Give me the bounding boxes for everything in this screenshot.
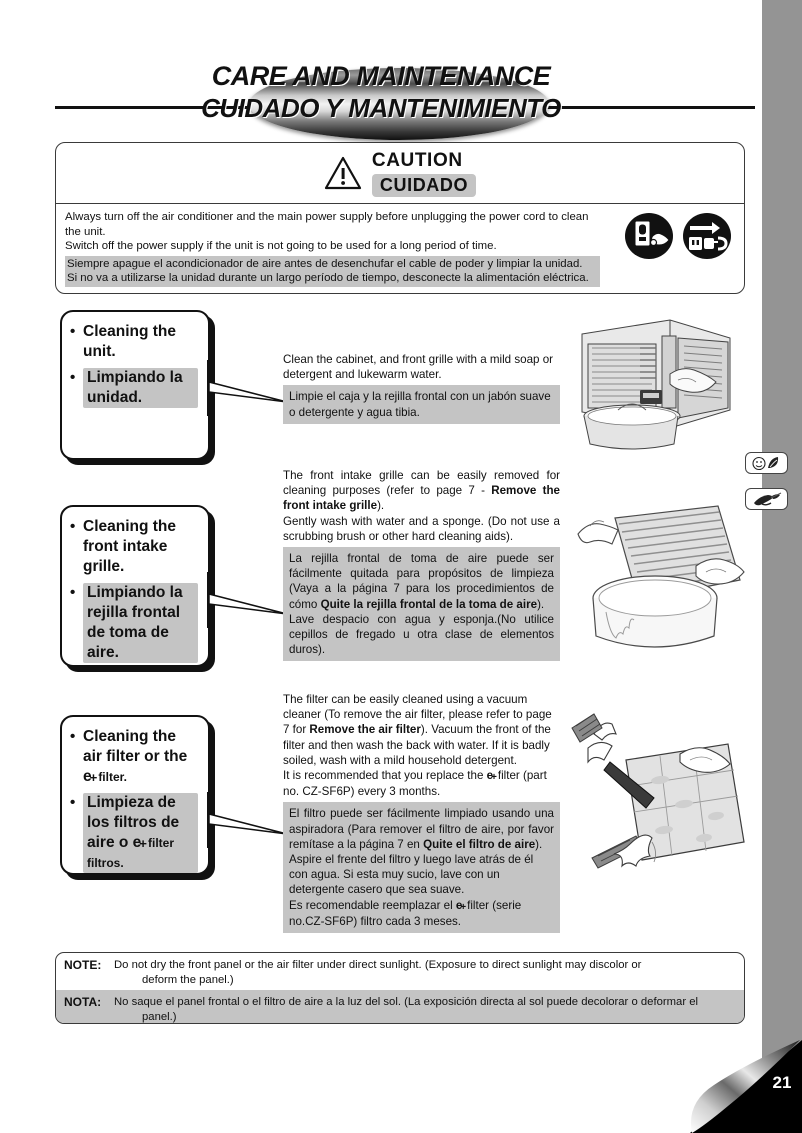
bullet-dot: • <box>70 518 76 535</box>
section-heading-es: Limpieza de los filtros de aire o e+filter filtros. <box>83 793 198 873</box>
caution-body <box>56 204 744 292</box>
section-heading-en: Cleaning the front intake grille. <box>83 518 177 575</box>
page-title-en: CARE AND MAINTENANCE <box>211 61 551 91</box>
section-body-es-1: El filtro puede ser fácilmente limpiado usando una aspiradora (Para remover el filtro de aire, por favor remítase a la página 7 en Quite el filtro de aire). <box>289 807 554 851</box>
face-leaf-icon <box>750 456 784 471</box>
eion-filter-logo: e+ <box>132 834 147 851</box>
page-title <box>0 60 762 124</box>
callout-pointer-3 <box>205 790 290 852</box>
bullet-dot: • <box>70 794 76 811</box>
bullet-dot: • <box>70 369 76 386</box>
eion-filter-logo: e+ <box>486 769 497 784</box>
air-conditioner-wipe-illustration <box>570 312 740 456</box>
grille-washing-basin-illustration <box>570 500 750 670</box>
caution-icon-group <box>624 212 732 260</box>
caution-box <box>55 142 745 294</box>
section-body-air-filter <box>283 692 560 933</box>
section-body-es <box>283 802 560 933</box>
section-body-en-2: It is recommended that you replace the e+filter (part no. CZ-SF6P) every 3 months. <box>283 769 547 799</box>
heading-en-row <box>70 727 198 787</box>
section-body-es-2: Aspire el frente del filtro y luego lave atrás de él con agua. Si esta muy sucio, lave con un detergente casero que sea suave. <box>289 853 534 897</box>
heading-en-row <box>70 322 198 362</box>
note-box <box>55 952 745 1024</box>
caution-text-es-1: Siempre apague el acondicionador de aire antes de desenchufar el cable de poder y limpiar la unidad. <box>67 257 583 270</box>
vacuum-filter-illustration <box>568 692 754 878</box>
page-header <box>0 30 762 123</box>
note-label-en: NOTE: <box>64 958 102 972</box>
warning-triangle-icon <box>324 156 362 190</box>
section-body-en: Clean the cabinet, and front grille with a mild soap or detergent and lukewarm water. <box>283 353 554 382</box>
note-row-es <box>56 990 744 1024</box>
note-text-en: Do not dry the front panel or the air filter under direct sunlight. (Exposure to direct sunlight may discolor or deform the panel.) <box>114 959 642 986</box>
bullet-dot: • <box>70 584 76 601</box>
eion-filter-logo: e+ <box>83 768 98 785</box>
section-body-front-grille <box>283 468 560 661</box>
power-switch-off-icon <box>624 212 674 260</box>
section-heading-es: Limpiando la unidad. <box>83 368 198 408</box>
heading-es-row <box>70 793 198 873</box>
callout-bubble-front-grille <box>60 505 210 667</box>
section-body-en-2: Gently wash with water and a sponge. (Do not use a scrubbing brush or other hard cleaning aids). <box>283 514 560 543</box>
brush-tool-icon <box>750 492 784 507</box>
note-row-en <box>56 953 744 990</box>
caution-text-es <box>65 256 600 287</box>
caution-header <box>56 143 744 204</box>
section-body-es <box>283 547 560 661</box>
caution-text-es-2: Si no va a utilizarse la unidad durante un largo período de tiempo, desconecte la alimentación eléctrica. <box>67 272 589 284</box>
section-body-es-1: La rejilla frontal de toma de aire puede ser fácilmente quitada para propósitos de limpieza (Vaya a la página 7 para los procedimientos de cómo Quite la rejilla frontal de la toma de aire). <box>289 552 554 611</box>
unplug-cord-icon <box>682 212 732 260</box>
callout-bubble-air-filter <box>60 715 210 875</box>
bullet-dot: • <box>70 728 76 745</box>
section-body-en-1: The filter can be easily cleaned using a vacuum cleaner (To remove the air filter, please refer to page 7 for Remove the air filter). Vacuum the front of the filter and then wash the back with water. If it is badly soiled, wash with a mild household detergent. <box>283 693 552 767</box>
callout-pointer-2 <box>205 570 290 632</box>
caution-text-en-2: Switch off the power supply if the unit is not going to be used for a long period of time. <box>65 240 497 252</box>
heading-es-row <box>70 368 198 408</box>
section-heading-es: Limpiando la rejilla frontal de toma de aire. <box>83 583 198 663</box>
section-body-es-2: Lave despacio con agua y esponja.(No utilice cepillos de fregado u otra clase de elementos duros). <box>289 612 554 657</box>
heading-es-row <box>70 583 198 663</box>
page-title-es: CUIDADO Y MANTENIMIENTO <box>201 93 561 123</box>
caution-label-es: CUIDADO <box>372 174 476 197</box>
section-body-es-3: Es recomendable reemplazar el e+filter (serie no.CZ-SF6P) filtro cada 3 meses. <box>289 898 522 928</box>
section-body-cleaning-unit <box>283 352 560 424</box>
side-tab-comfort[interactable] <box>745 452 788 474</box>
caution-text-en-1: Always turn off the air conditioner and the main power supply before unplugging the power cord to clean the unit. <box>65 211 589 238</box>
section-body-en-1: The front intake grille can be easily removed for cleaning purposes (refer to page 7 - Remove the front intake grille). <box>283 469 560 513</box>
eion-filter-logo: e+ <box>455 898 467 913</box>
heading-en-row <box>70 517 198 577</box>
section-heading-en: Cleaning the air filter or the e+filter. <box>83 728 188 785</box>
callout-bubble-cleaning-unit <box>60 310 210 460</box>
caution-label-en: CAUTION <box>371 149 463 171</box>
section-body-es: Limpie el caja y la rejilla frontal con un jabón suave o detergente y agua tibia. <box>283 385 560 423</box>
callout-pointer-1 <box>205 358 290 420</box>
page-number: 21 <box>772 1073 792 1092</box>
section-heading-en: Cleaning the unit. <box>83 323 177 360</box>
right-edge-strip <box>762 0 802 1133</box>
note-text-es: No saque el panel frontal o el filtro de aire a la luz del sol. (La exposición directa al sol puede decolorar o deformar el panel.) <box>114 996 699 1023</box>
side-tab-maintenance[interactable] <box>745 488 788 510</box>
note-label-es: NOTA: <box>64 995 102 1009</box>
bullet-dot: • <box>70 323 76 340</box>
